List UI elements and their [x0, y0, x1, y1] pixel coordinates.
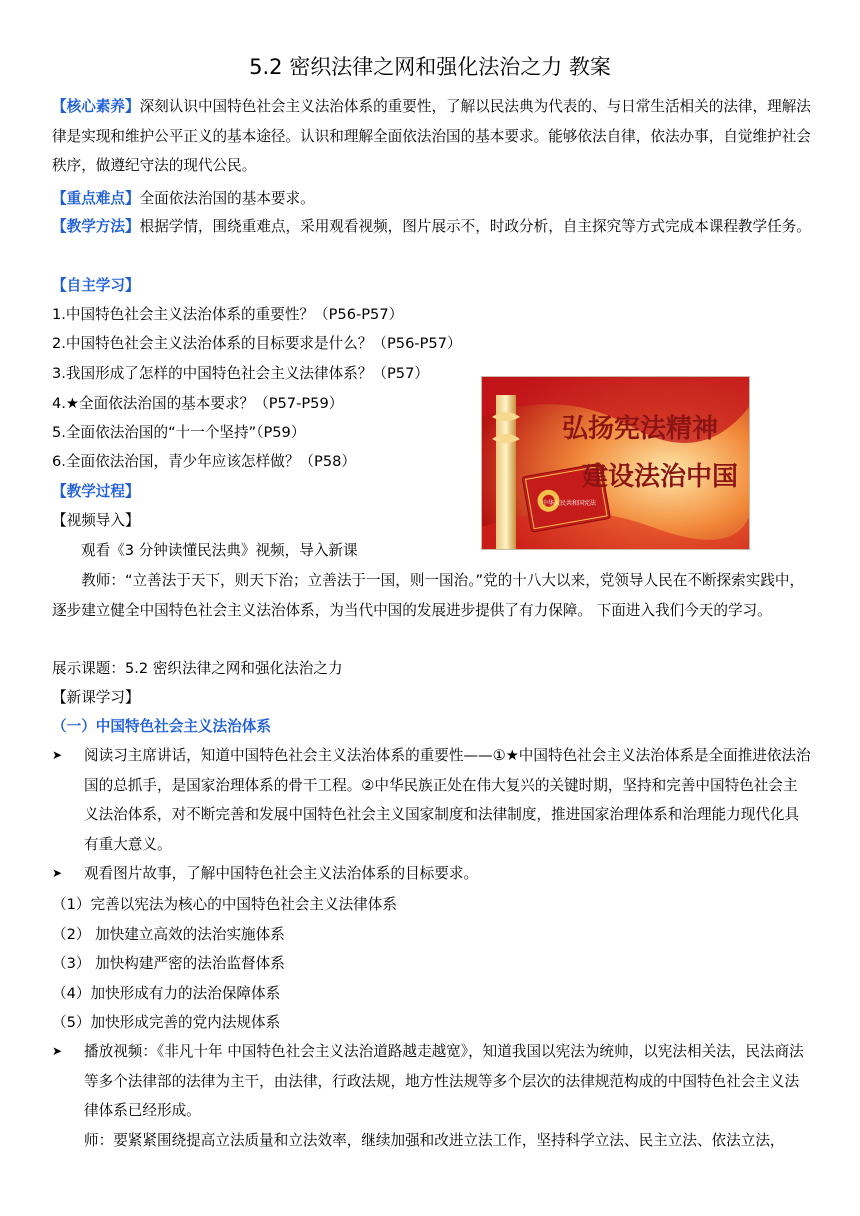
- arrow-bullet-icon: ➤: [52, 1044, 63, 1058]
- video-intro-label: 【视频导入】: [52, 512, 140, 529]
- goal-item: （2） 加快建立高效的法治实施体系: [52, 926, 285, 943]
- bullet-goals-text: 观看图片故事，了解中国特色社会主义法治体系的目标要求。: [84, 865, 479, 882]
- section-1-heading: （一）中国特色社会主义法治体系: [52, 718, 271, 735]
- goal-item: （3） 加快构建严密的法治监督体系: [52, 955, 285, 972]
- arrow-bullet-icon: ➤: [52, 866, 63, 880]
- arrow-bullet-icon: ➤: [52, 748, 63, 762]
- self-study-item: 3.我国形成了怎样的中国特色社会主义法律体系？（P57）: [52, 365, 429, 382]
- poster-graphic: [482, 377, 749, 549]
- self-study-item: 1.中国特色社会主义法治体系的重要性？（P56-P57）: [52, 306, 404, 323]
- teaching-method-paragraph: [52, 212, 812, 242]
- key-points-text: 全面依法治国的基本要求。: [139, 190, 315, 207]
- core-competency-text: 深刻认识中国特色社会主义法治体系的重要性，了解以民法典为代表的、与日常生活相关的法律，理解法律是实现和维护公平正义的基本途径。认识和理解全面依法治国的基本要求。能够依法自律，依法办事，自觉维护社会秩序，做遵纪守法的现代公民。: [52, 98, 811, 174]
- self-study-item: 5.全面依法治国的“十一个坚持”（P59）: [52, 424, 306, 441]
- goal-item: （4）加快形成有力的法治保障体系: [52, 985, 281, 1002]
- core-competency-paragraph: [52, 92, 812, 181]
- document-title: 5.2 密织法律之网和强化法治之力 教案: [249, 55, 611, 79]
- rule-of-law-poster-image: [481, 376, 750, 550]
- key-points-label: 【重点难点】: [52, 190, 140, 207]
- bullet-importance-text: 阅读习主席讲话，知道中国特色社会主义法治体系的重要性——①★中国特色社会主义法治体系是全面推进依法治国的总抓手，是国家治理体系的骨干工程。②中华民族正处在伟大复兴的关键时期，坚持和完善中国特色社会主义法治体系，对不断完善和发展中国特色社会主义国家制度和法律制度，推进国家治理体系和治理能力现代化具有重大意义。: [84, 747, 811, 853]
- key-points-paragraph: [52, 184, 812, 214]
- teaching-method-label: 【教学方法】: [52, 218, 140, 235]
- lesson-topic: 展示课题：5.2 密织法律之网和强化法治之力: [52, 660, 343, 677]
- bullet-importance: [52, 741, 812, 859]
- poster-book-text: 中华人民共和国宪法: [542, 500, 597, 507]
- poster-slogan-line-1: 弘扬宪法精神: [562, 414, 719, 444]
- teaching-process-label: 【教学过程】: [52, 483, 140, 500]
- self-study-item: 4.★全面依法治国的基本要求？（P57-P59）: [52, 395, 344, 412]
- new-lesson-label: 【新课学习】: [52, 689, 140, 706]
- poster-slogan-line-2: 建设法治中国: [582, 462, 739, 492]
- video-intro-watch: 观看《3 分钟读懂民法典》视频，导入新课: [81, 542, 358, 559]
- core-competency-label: 【核心素养】: [52, 98, 140, 115]
- bullet-legal-system-text: 播放视频：《非凡十年 中国特色社会主义法治道路越走越宽》，知道我国以宪法为统帅，以宪法相关法，民法商法等多个法律部的法律为主干，由法律，行政法规，地方性法规等多个层次的法律规范构成的中国特色社会主义法律体系已经形成。: [84, 1043, 804, 1119]
- teaching-method-text: 根据学情，围绕重难点，采用观看视频，图片展示不，时政分析，自主探究等方式完成本课程教学任务。: [139, 218, 811, 235]
- self-study-item: 6.全面依法治国，青少年应该怎样做？（P58）: [52, 453, 356, 470]
- self-study-label: 【自主学习】: [52, 277, 140, 294]
- teacher-intro-paragraph: 教师：“立善法于天下，则天下治；立善法于一国，则一国治。”党的十八大以来，党领导人民在不断探索实践中，逐步建立健全中国特色社会主义法治体系，为当代中国的发展进步提供了有力保障。 下面进入我们今天的学习。: [52, 572, 805, 619]
- self-study-item: 2.中国特色社会主义法治体系的目标要求是什么？（P56-P57）: [52, 335, 462, 352]
- bullet-goals: [52, 859, 812, 889]
- bullet-legal-system: [52, 1037, 812, 1126]
- goal-item: （1）完善以宪法为核心的中国特色社会主义法律体系: [52, 896, 397, 913]
- teacher-legislation-text: 师：要紧紧围绕提高立法质量和立法效率，继续加强和改进立法工作，坚持科学立法、民主立法、依法立法，: [84, 1132, 785, 1149]
- goal-item: （5）加快形成完善的党内法规体系: [52, 1014, 281, 1031]
